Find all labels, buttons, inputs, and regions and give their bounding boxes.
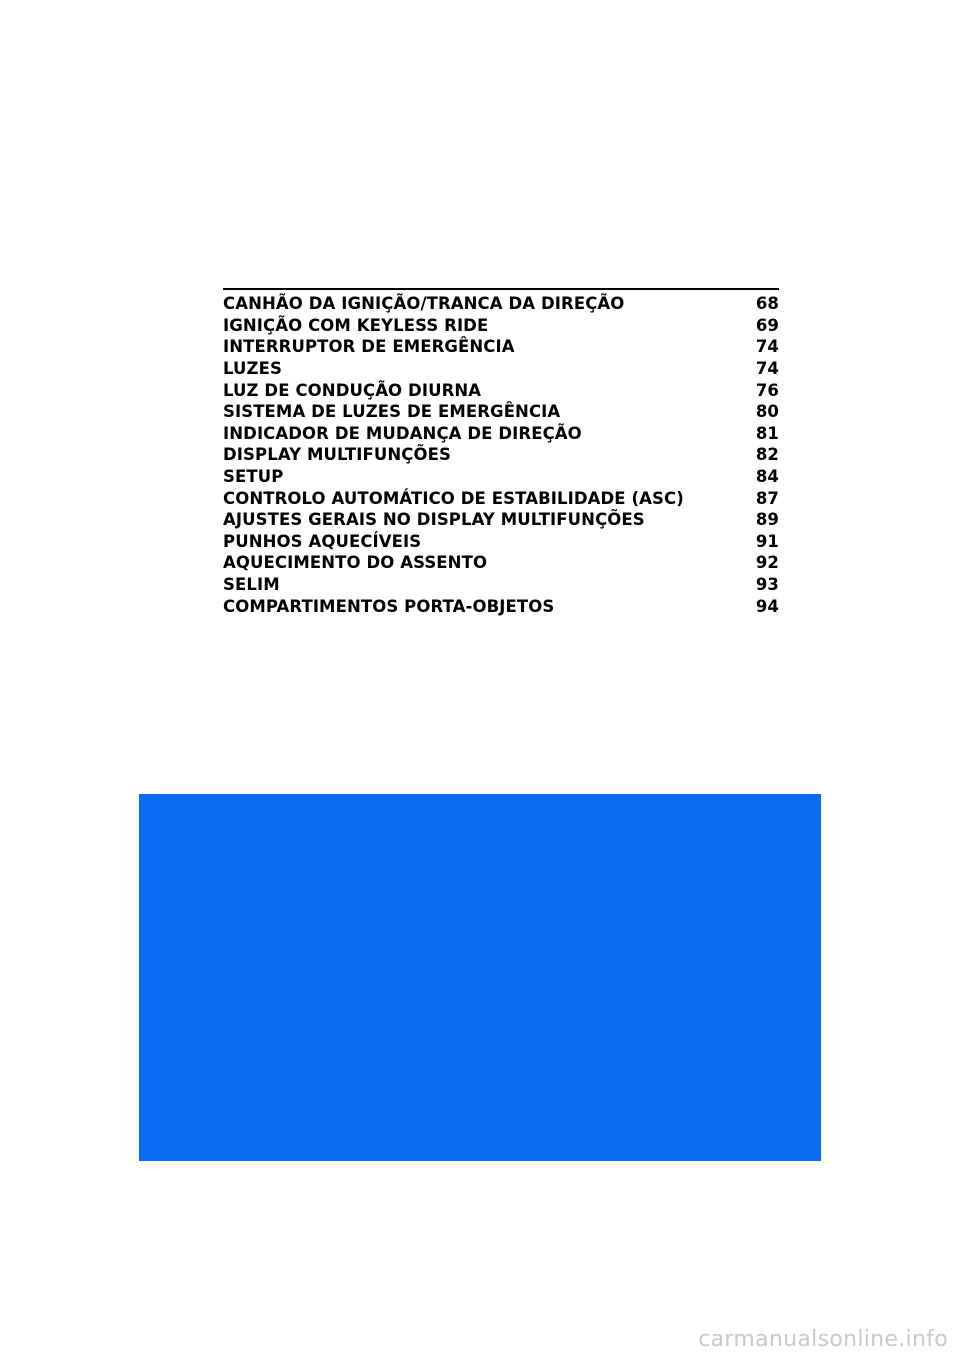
toc-entry-title: LUZ DE CONDUÇÃO DIURNA — [223, 380, 482, 400]
toc-entry[interactable] — [223, 358, 779, 380]
blue-panel — [139, 794, 821, 1161]
toc-entry-title: SELIM — [223, 575, 280, 595]
toc-entry-title: SETUP — [223, 467, 284, 487]
toc-entry[interactable] — [223, 336, 779, 358]
toc-entry-title: IGNIÇÃO COM KEYLESS RIDE — [223, 315, 489, 335]
toc-entry-title: AQUECIMENTO DO ASSENTO — [223, 553, 488, 573]
toc-entry[interactable] — [223, 531, 779, 553]
toc-entry-title: CONTROLO AUTOMÁTICO DE ESTABILIDADE (ASC) — [223, 488, 684, 508]
toc-entry[interactable] — [223, 444, 779, 466]
toc-entry[interactable] — [223, 315, 779, 337]
toc-entry[interactable] — [223, 595, 779, 617]
toc-entry[interactable] — [223, 466, 779, 488]
toc-entry-page: 82 — [755, 445, 779, 465]
toc-entry[interactable] — [223, 423, 779, 445]
toc-entry-title: PUNHOS AQUECÍVEIS — [223, 531, 422, 551]
toc-entry-title: LUZES — [223, 359, 282, 379]
toc-entry-title: INTERRUPTOR DE EMERGÊNCIA — [223, 337, 515, 357]
toc-entry-page: 76 — [755, 380, 779, 400]
toc-entry[interactable] — [223, 552, 779, 574]
toc-entry-page: 69 — [755, 315, 779, 335]
toc-entry-page: 74 — [755, 359, 779, 379]
toc-entry-title: INDICADOR DE MUDANÇA DE DIREÇÃO — [223, 423, 582, 443]
toc-entry-page: 92 — [755, 553, 779, 573]
toc-entry-page: 84 — [755, 467, 779, 487]
table-of-contents — [223, 288, 779, 617]
toc-entry[interactable] — [223, 293, 779, 315]
toc-entry-page: 80 — [755, 402, 779, 422]
toc-entry-title: COMPARTIMENTOS PORTA-OBJETOS — [223, 596, 555, 616]
toc-entry-page: 91 — [755, 531, 779, 551]
toc-entry-title: SISTEMA DE LUZES DE EMERGÊNCIA — [223, 402, 561, 422]
toc-entry[interactable] — [223, 574, 779, 596]
toc-entry[interactable] — [223, 401, 779, 423]
toc-entry[interactable] — [223, 379, 779, 401]
toc-entry-title: AJUSTES GERAIS NO DISPLAY MULTIFUNÇÕES — [223, 510, 645, 530]
watermark: carmanualsonline.info — [698, 1327, 948, 1352]
toc-entry-page: 68 — [755, 294, 779, 314]
toc-entry-page: 93 — [755, 575, 779, 595]
toc-entry-page: 94 — [755, 596, 779, 616]
toc-entry-page: 89 — [755, 510, 779, 530]
toc-entry-page: 81 — [755, 423, 779, 443]
toc-entry-page: 87 — [755, 488, 779, 508]
toc-entry[interactable] — [223, 509, 779, 531]
toc-entry-title: DISPLAY MULTIFUNÇÕES — [223, 445, 451, 465]
toc-entry-page: 74 — [755, 337, 779, 357]
toc-entry[interactable] — [223, 487, 779, 509]
toc-entry-title: CANHÃO DA IGNIÇÃO/TRANCA DA DIREÇÃO — [223, 294, 625, 314]
